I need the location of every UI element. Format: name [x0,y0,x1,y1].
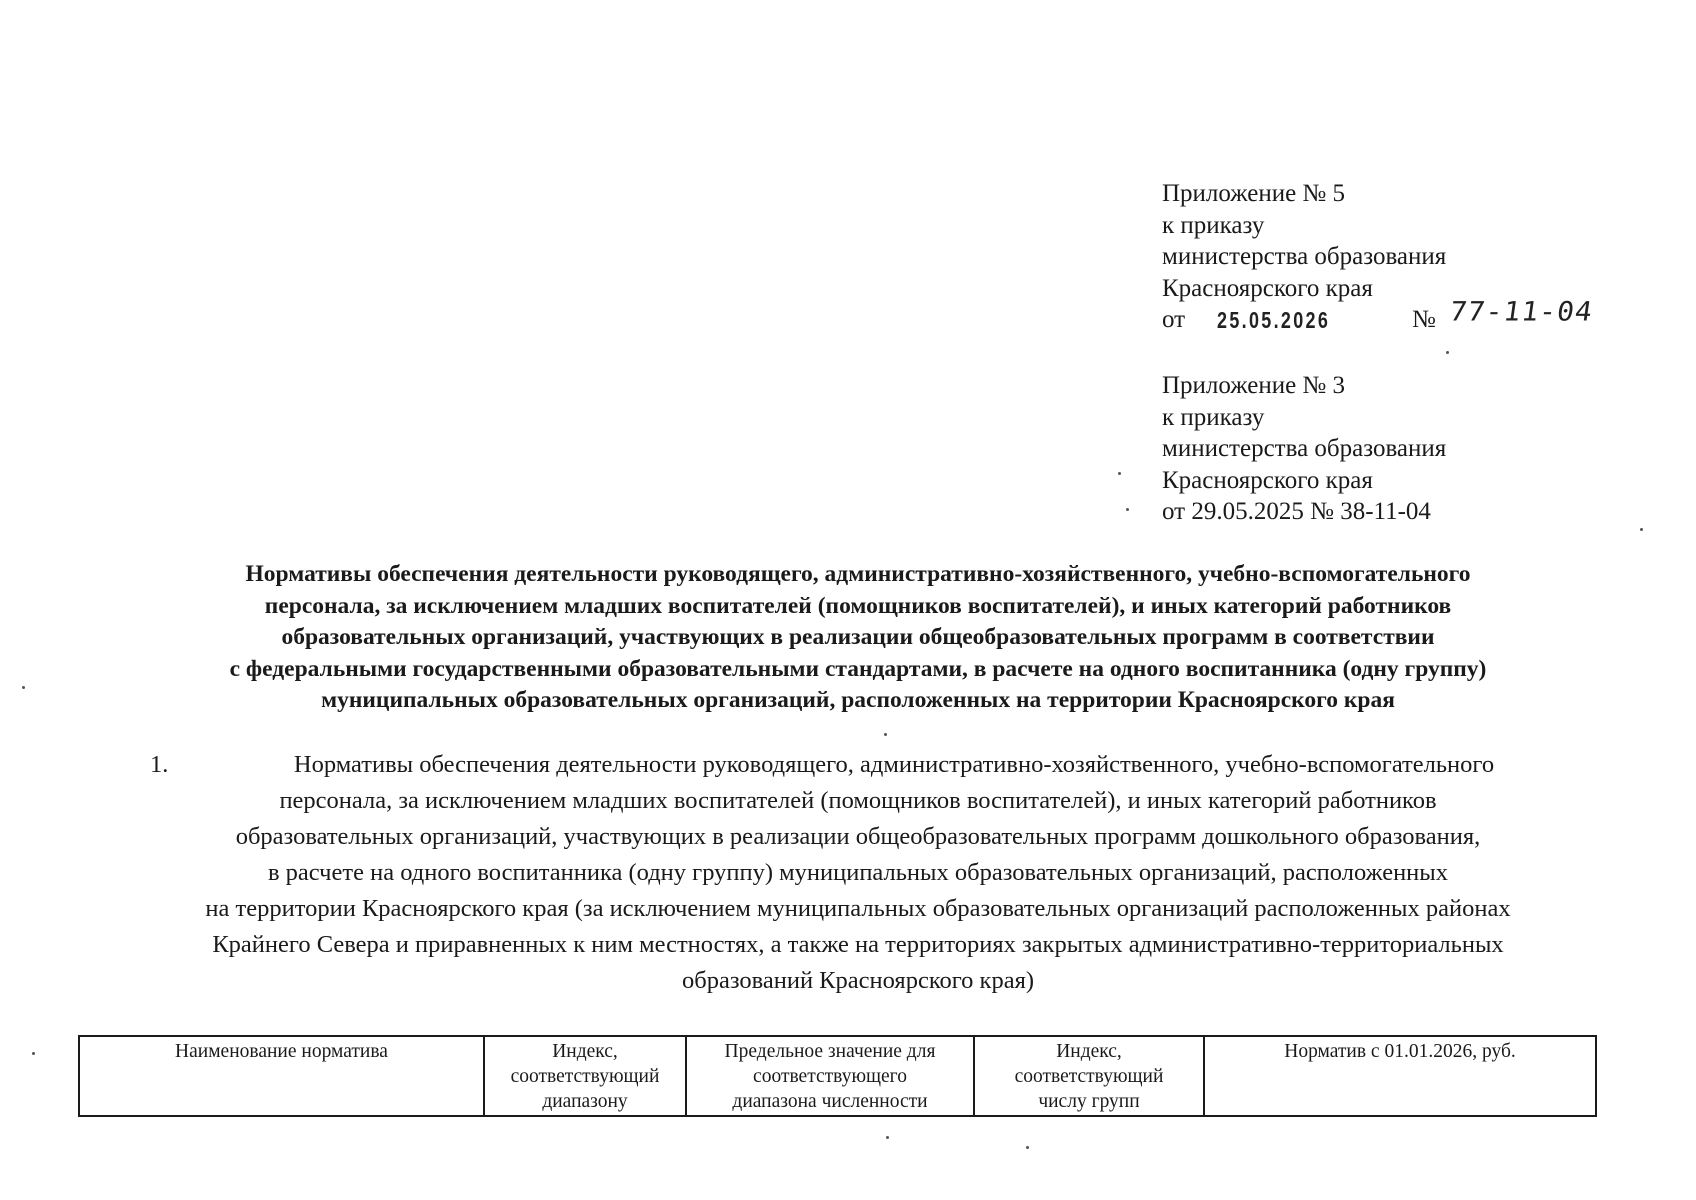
appendix-header-current [1162,178,1596,336]
document-title [60,559,1656,717]
scan-speck [32,1052,35,1055]
section-line [60,747,1656,783]
appendix-line-region: Красноярского края [1162,466,1373,494]
title-line: персонала, за исключением младших воспитателей (помощников воспитателей), и иных категорий работников [264,592,1452,619]
column-header-norm-name: Наименование норматива [79,1036,484,1116]
section-1-heading [60,747,1656,999]
title-line: Нормативы обеспечения деятельности руководящего, административно-хозяйственного, учебно-вспомогательного [245,561,1471,587]
appendix-title: Приложение № 5 [1162,180,1346,207]
scan-speck [1118,472,1121,475]
column-header-range-limit: Предельное значение для соответствующего диапазона численности [686,1036,974,1116]
title-line: муниципальных образовательных организаций, расположенных на территории Красноярского края [321,687,1395,713]
appendix-order-date-number [1162,295,1596,336]
appendix-line-region: Красноярского края [1162,274,1373,302]
section-line: на территории Красноярского края (за исключением муниципальных образовательных организаций расположенных районах [205,895,1511,922]
title-line: образовательных организаций, участвующих в реализации общеобразовательных программ в соответствии [281,624,1435,650]
appendix-title: Приложение № 3 [1162,372,1346,399]
norms-table [78,1035,1597,1117]
appendix-line-order: к приказу [1162,211,1265,239]
column-header-group-index: Индекс, соответствующий числу групп [974,1036,1204,1116]
scan-speck [1446,351,1449,354]
appendix-line-order: к приказу [1162,403,1265,431]
order-date-prefix: от [1162,306,1186,333]
section-line: персонала, за исключением младших воспитателей (помощников воспитателей), и иных категорий работников [279,787,1437,814]
table-header-row [79,1036,1596,1116]
appendix-header-previous [1162,370,1446,528]
scan-speck [884,733,887,736]
appendix-line-ministry: министерства образования [1162,243,1447,270]
section-number: 1. [150,751,169,778]
section-line: в расчете на одного воспитанника (одну группу) муниципальных образовательных организаций, расположенных [267,859,1449,886]
title-line: с федеральными государственными образовательными стандартами, в расчете на одного воспитанника (одну группу) [229,655,1487,682]
section-line: образовательных организаций, участвующих в реализации общеобразовательных программ дошкольного образования, [235,823,1481,850]
scan-speck [1126,508,1129,511]
order-date-stamp: 25.05.2026 [1217,307,1331,333]
section-line-text: Нормативы обеспечения деятельности руководящего, административно-хозяйственного, учебно-вспомогательного [293,751,1495,778]
scan-speck [1640,528,1643,531]
column-header-norm-value: Норматив с 01.01.2026, руб. [1204,1036,1596,1116]
scan-speck [22,686,25,689]
order-number-handwritten: 77-11-04 [1447,295,1596,328]
appendix-line-date-number: от 29.05.2025 № 38-11-04 [1162,498,1431,525]
order-number-sign: № [1412,306,1436,333]
scan-speck [1026,1146,1029,1149]
section-line: образований Красноярского края) [681,967,1034,994]
column-header-range-index: Индекс, соответствующий диапазону [484,1036,686,1116]
section-line: Крайнего Севера и приравненных к ним местностях, а также на территориях закрытых административно-территориальных [212,931,1504,958]
scan-speck [886,1136,889,1139]
appendix-line-ministry: министерства образования [1162,435,1447,462]
